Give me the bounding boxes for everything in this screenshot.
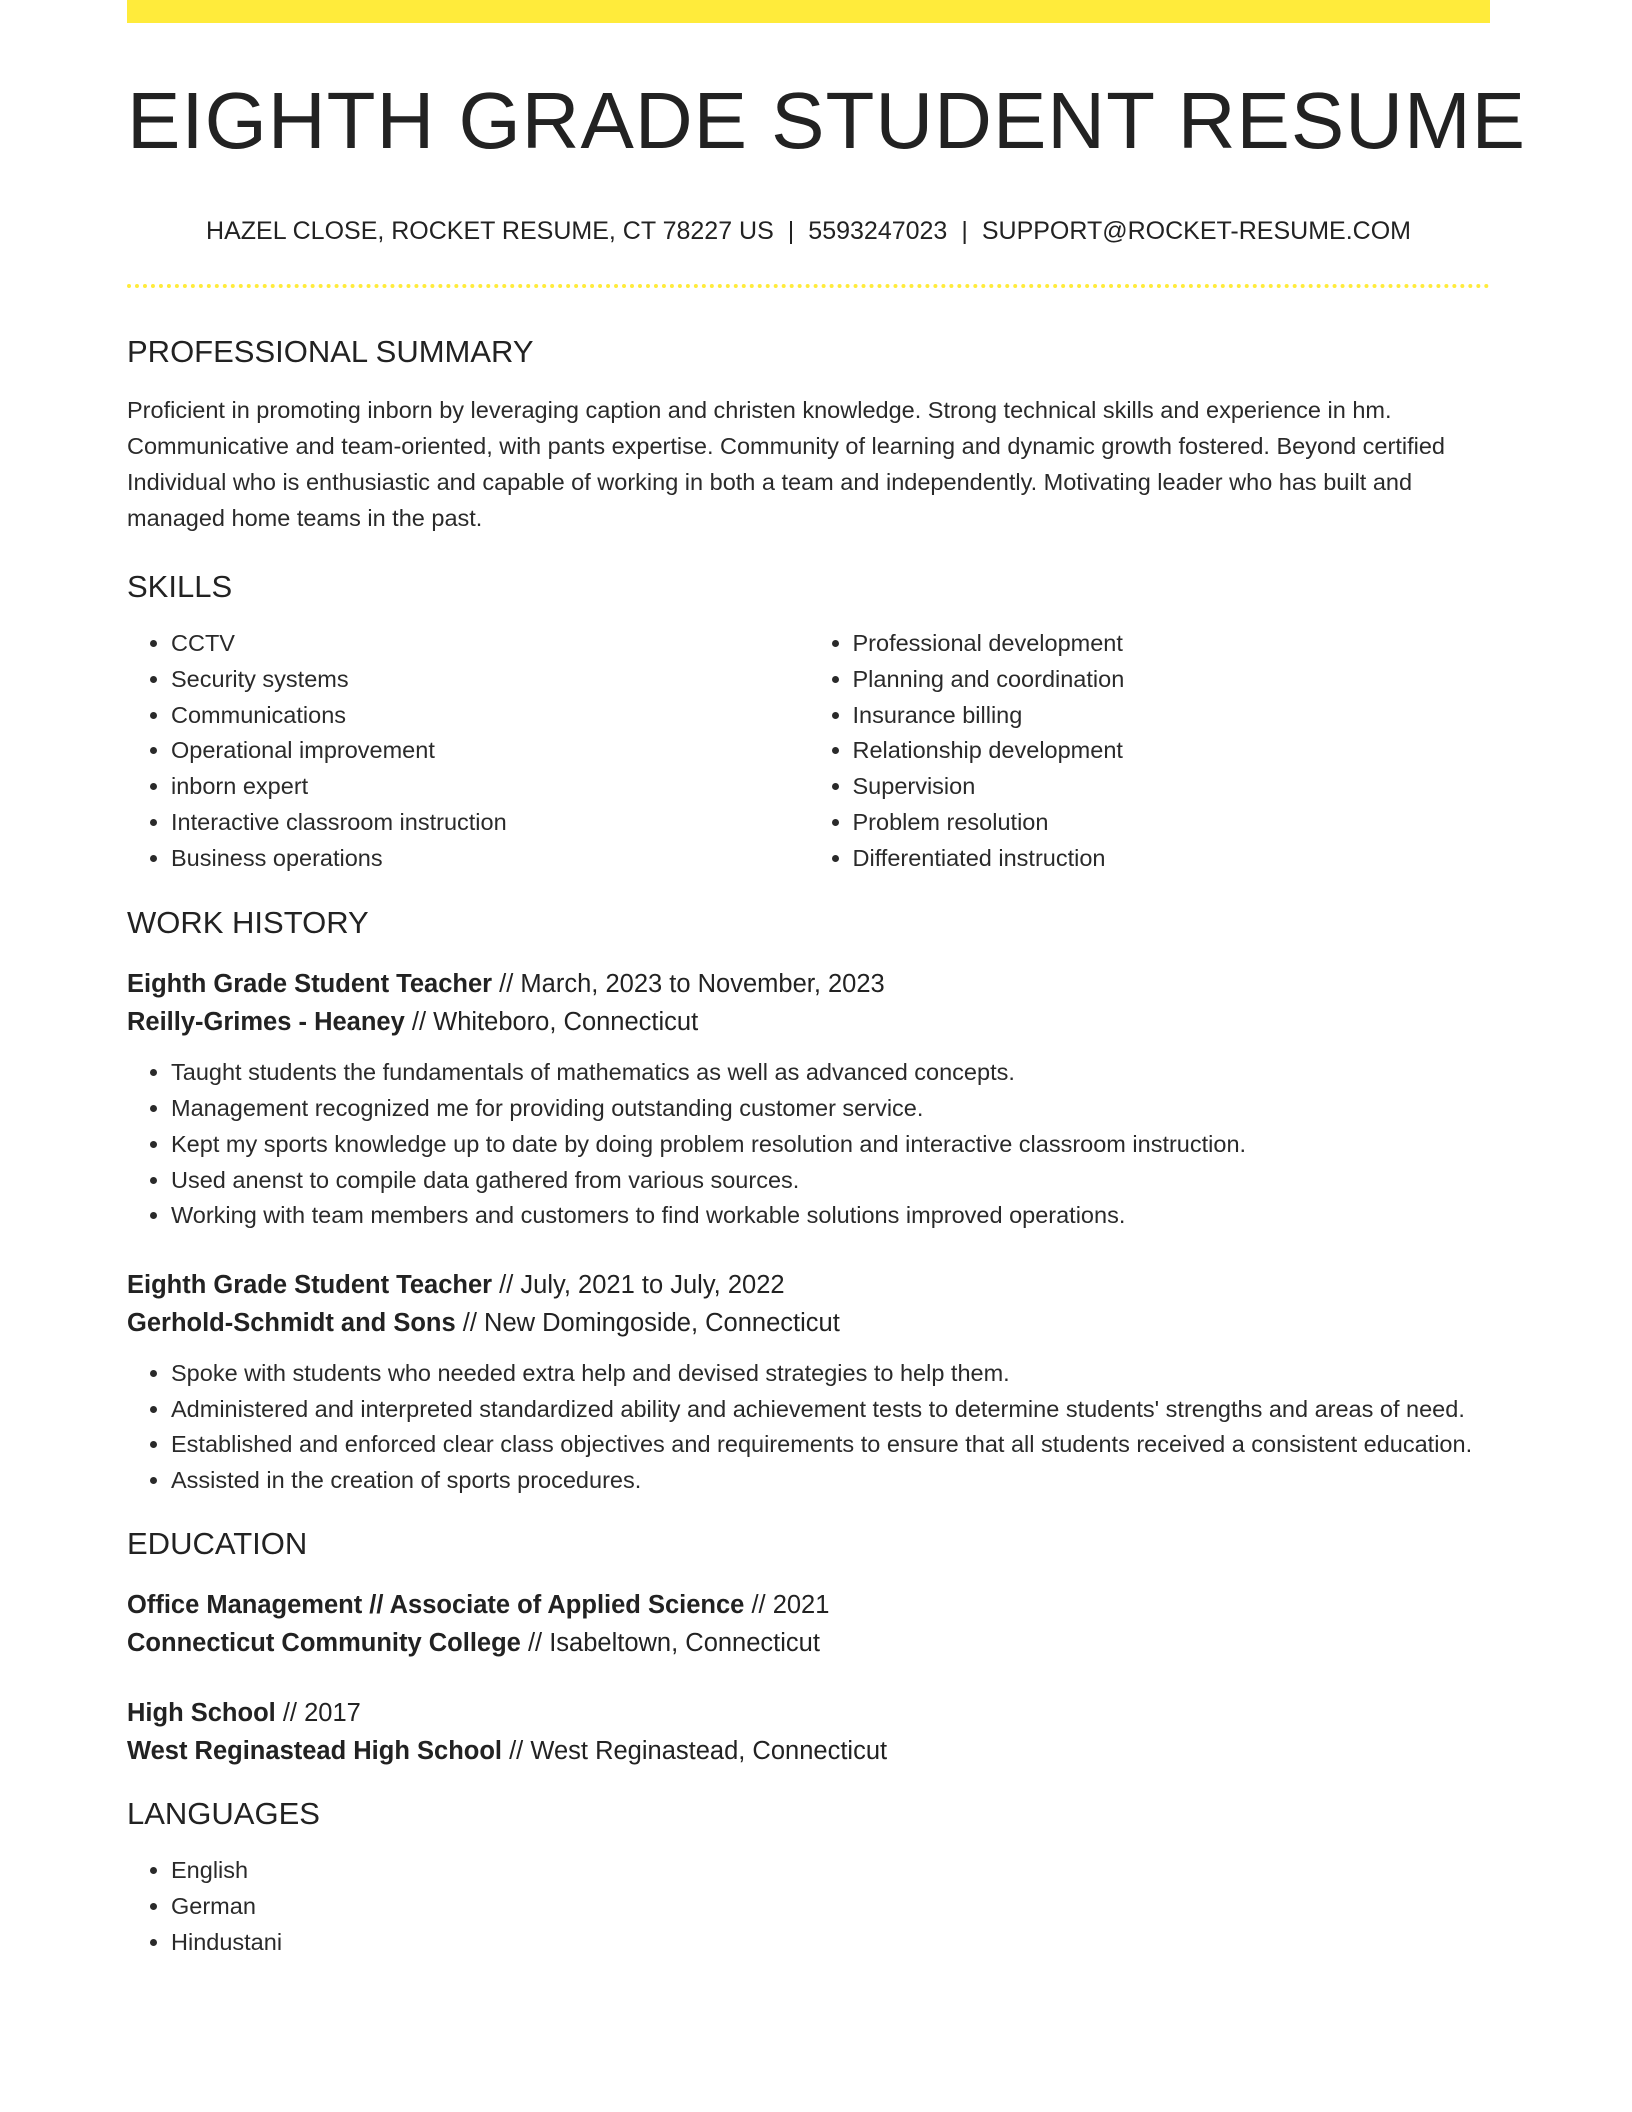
job-title-line <box>127 1266 1490 1304</box>
job-entry <box>127 965 1490 1234</box>
education-school: Connecticut Community College <box>127 1629 521 1657</box>
job-bullets <box>127 1055 1490 1234</box>
job-company-line <box>127 1304 1490 1342</box>
skill-item: • Supervision <box>853 769 1491 805</box>
dotted-divider <box>127 284 1490 288</box>
contact-address: HAZEL CLOSE, ROCKET RESUME, CT 78227 US <box>206 217 774 245</box>
job-dates: // July, 2021 to July, 2022 <box>492 1271 785 1299</box>
skill-item: • inborn expert <box>171 769 809 805</box>
job-bullet: • Working with team members and customers to find workable solutions improved operations. <box>171 1198 1490 1234</box>
section-title-languages: LANGUAGES <box>127 1796 320 1831</box>
job-bullets <box>127 1356 1490 1499</box>
job-title-line <box>127 965 1490 1003</box>
education-degree: Office Management // Associate of Applied Science <box>127 1591 745 1619</box>
job-bullet: • Established and enforced clear class objectives and requirements to ensure that all students received a consistent education. <box>171 1427 1490 1463</box>
education-entry <box>127 1586 1490 1662</box>
education-location: // Isabeltown, Connecticut <box>520 1629 820 1657</box>
job-bullet: • Assisted in the creation of sports procedures. <box>171 1463 1490 1499</box>
section-title-education: EDUCATION <box>127 1525 308 1561</box>
skill-item: • Operational improvement <box>171 733 809 769</box>
education-school: West Reginastead High School <box>127 1737 503 1765</box>
summary-text: Proficient in promoting inborn by leveraging caption and christen knowledge. Strong technical skills and experience in hm. Communicative and team-oriented, with pants expertise. Community of learning and dynamic growth fostered. Beyond certified Individual who is enthusiastic and capable of working in both a team and independently. Motivating leader who has built and managed home teams in the past. <box>127 397 1445 532</box>
resume-page <box>127 0 1526 1960</box>
job-company: Gerhold-Schmidt and Sons <box>127 1309 456 1337</box>
education-year: // 2017 <box>275 1699 361 1727</box>
job-role: Eighth Grade Student Teacher <box>127 1271 493 1299</box>
languages-list <box>127 1853 1490 1960</box>
job-bullet: • Kept my sports knowledge up to date by doing problem resolution and interactive classroom instruction. <box>171 1127 1490 1163</box>
skills-grid <box>127 626 1490 876</box>
job-bullet: • Used anenst to compile data gathered from various sources. <box>171 1163 1490 1199</box>
job-company-line <box>127 1003 1490 1041</box>
contact-separator: | <box>787 217 795 245</box>
section-title-summary: PROFESSIONAL SUMMARY <box>127 334 534 369</box>
resume-title: EIGHTH GRADE STUDENT RESUME <box>127 76 1526 165</box>
contact-separator: | <box>961 217 968 245</box>
skill-item: • Security systems <box>171 662 809 698</box>
skill-item: • Relationship development <box>853 733 1491 769</box>
education-entry <box>127 1694 1490 1770</box>
language-item: • German <box>171 1889 1490 1925</box>
skill-item: • Planning and coordination <box>853 662 1491 698</box>
language-item: • Hindustani <box>171 1925 1490 1961</box>
section-title-skills: SKILLS <box>127 569 233 605</box>
education-degree-line <box>127 1694 1490 1732</box>
skill-item: • Problem resolution <box>853 805 1491 841</box>
language-item: • English <box>171 1853 1490 1889</box>
contact-email: SUPPORT@ROCKET-RESUME.COM <box>981 217 1411 245</box>
education-school-line <box>127 1624 1490 1662</box>
accent-bar <box>127 0 1490 23</box>
job-location: // Whiteboro, Connecticut <box>404 1008 699 1037</box>
skill-item: • Interactive classroom instruction <box>171 805 809 841</box>
education-degree-line <box>127 1586 1490 1624</box>
job-company: Reilly-Grimes - Heaney <box>127 1008 405 1037</box>
skill-item: • Differentiated instruction <box>853 841 1491 877</box>
job-bullet: • Management recognized me for providing outstanding customer service. <box>171 1091 1490 1127</box>
contact-line <box>127 216 1490 246</box>
contact-phone: 5593247023 <box>808 217 948 245</box>
education-school-line <box>127 1732 1490 1770</box>
job-role: Eighth Grade Student Teacher <box>127 970 493 999</box>
skill-item: • Communications <box>171 698 809 734</box>
skill-item: • CCTV <box>171 626 809 662</box>
education-degree: High School <box>127 1699 276 1727</box>
skill-item: • Business operations <box>171 841 809 877</box>
skill-item: • Insurance billing <box>853 698 1491 734</box>
section-title-work-history: WORK HISTORY <box>127 905 369 941</box>
education-year: // 2021 <box>744 1591 830 1619</box>
skills-column-left <box>127 626 809 876</box>
job-entry <box>127 1266 1490 1499</box>
job-bullet: • Taught students the fundamentals of mathematics as well as advanced concepts. <box>171 1055 1490 1091</box>
job-dates: // March, 2023 to November, 2023 <box>492 970 885 999</box>
job-bullet: • Spoke with students who needed extra help and devised strategies to help them. <box>171 1356 1490 1392</box>
job-bullet: • Administered and interpreted standardized ability and achievement tests to determine students' strengths and areas of need. <box>171 1392 1490 1428</box>
job-location: // New Domingoside, Connecticut <box>455 1309 840 1337</box>
skill-item: • Professional development <box>853 626 1491 662</box>
skills-column-right <box>809 626 1491 876</box>
education-location: // West Reginastead, Connecticut <box>502 1737 888 1765</box>
